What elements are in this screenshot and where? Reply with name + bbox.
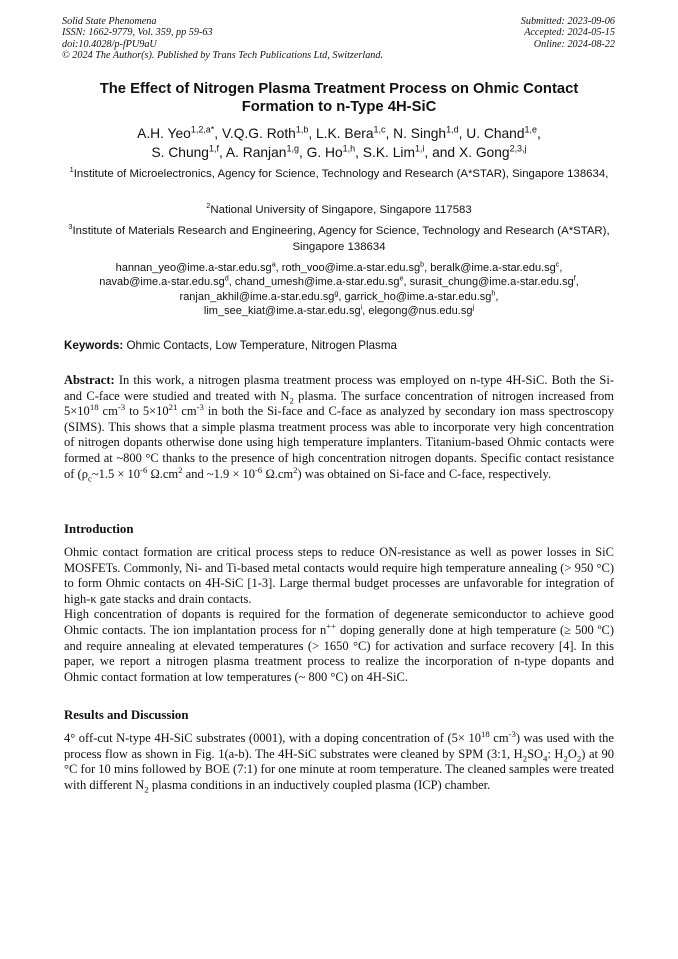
author: V.Q.G. Roth$^{1,b}$, <box>221 124 316 141</box>
intro-paragraph-2: High concentration of dopants is required for the formation of degenerate semiconductor to achieve good Ohmic contacts. The ion implantation process for n++ doping generally done at high temperature (≥ 500 ºC) and require annealing at elevated temperatures (> 1650 °C) for activation and surface recovery [4]. In this paper, we report a nitrogen plasma treatment process to realize the incorporation of n-type dopants and Ohmic contact formation at low temperatures (~ 800 °C) on 4H-SiC. <box>64 607 614 684</box>
author: S. Chung$^{1,f}$, <box>151 143 226 160</box>
paper-title <box>62 80 616 116</box>
keywords-text: Ohmic Contacts, Low Temperature, Nitrogen Plasma <box>123 339 397 352</box>
email-link[interactable]: $\lim\_see\_kiat@ime.a-star.edu.sg^i$ <box>203 303 363 317</box>
journal-header <box>62 16 383 61</box>
accepted-date: Accepted: 2024-05-15 <box>524 27 615 39</box>
email-link[interactable]: $roth\_voo@ime.a-star.edu.sg^b$ <box>281 260 425 274</box>
submitted-date: Submitted: 2023-09-06 <box>520 16 615 27</box>
email-link[interactable]: $hannan\_yeo@ime.a-star.edu.sg^a$ <box>115 260 276 274</box>
author: G. Ho$^{1,h}$, <box>306 143 363 160</box>
title-line-2: Formation to n-Type 4H-SiC <box>241 99 437 115</box>
abstract: Abstract: In this work, a nitrogen plasma treatment process was employed on n-type 4H-SiC. Both the Si- and C-face were studied and treated with $N_2$ plasma. The surface concentration of nitrogen increased from $5\times 10^{18}$ $cm^{-3}$ to $5\times 10^{21}$ $cm^{-3}$ in both the Si-face and C-face as analyzed by secondary ion mass spectroscopy (SIMS). This shows that a simple plasma treatment process was able to incorporate very high concentration of nitrogen dopants otherwise done using high temperature implanters. Titanium-based Ohmic contacts were formed at ~800 °C thanks to the presence of high concentration nitrogen dopants. Specific contact resistance of ($\rho_c\sim 1.5 \times 10^{-6}$ $\Omega.cm^2$ and ~1.9 × $10^{-6}$ $\Omega.cm^2$) was obtained on Si-face and C-face, respectively. <box>64 373 614 484</box>
email-link[interactable]: $elegong@nus.edu.sg^j$ <box>368 303 475 317</box>
author: S.K. Lim$^{1,i}$, and <box>362 143 459 160</box>
results-body: 4° off-cut N-type 4H-SiC substrates (0001), with a doping concentration of ($5\times 10^{18}$ $cm^{-3}$) was used with the process flow as shown in Fig. 1(a-b). The 4H-SiC substrates were cleaned by SPM (3:1, $H_2SO_4$: $H_2O_2$) at 90 °C for 10 mins followed by BOE (7:1) for one minute at room temperature. The cleaned samples were treated with different $N_2$ plasma conditions in an inductively coupled plasma (ICP) chamber. <box>64 728 615 795</box>
abstract-label: Abstract: <box>64 373 115 387</box>
author: U. Chand$^{1,e}$, <box>466 124 541 141</box>
dates-header <box>521 16 615 50</box>
journal-doi[interactable]: doi:10.4028/p-fPU9aU <box>62 38 157 50</box>
intro-paragraph-1: Ohmic contact formation are critical process steps to reduce ON-resistance as well as power losses in SiC MOSFETs. Commonly, Ni- and Ti-based metal contacts would require high temperature annealing (> 950 °C) to form Ohmic contacts on 4H-SiC [1-3]. Large thermal budget processes are unfavorable for integration of high-κ gate stacks and drain contacts. <box>64 545 614 606</box>
introduction-body <box>64 545 614 685</box>
author: L.K. Bera$^{1,c}$, <box>316 124 394 141</box>
affiliation-3: $^3$Institute of Materials Research and Engineering, Agency for Science, Technology and Research (A*STAR), Singapore 138634 <box>68 222 610 253</box>
introduction-heading: Introduction <box>64 522 134 536</box>
title-line-1: The Effect of Nitrogen Plasma Treatment Process on Ohmic Contact <box>99 81 579 97</box>
email-link[interactable]: $navab@ime.a-star.edu.sg^d$ <box>99 274 229 289</box>
email-link[interactable]: $garrick\_ho@ime.a-star.edu.sg^h$ <box>344 288 496 303</box>
email-link[interactable]: $surasit\_chung@ime.a-star.edu.sg^f$ <box>409 274 576 289</box>
online-date: Online: 2024-08-22 <box>533 38 615 50</box>
keywords-label: Keywords: <box>64 339 124 352</box>
author: N. Singh$^{1,d}$, <box>393 124 467 141</box>
author-emails: $hannan\_yeo@ime.a-star.edu.sg^a$, $roth\_voo@ime.a-star.edu.sg^b$, $beralk@ime.a-star.edu.sg^c$, $navab@ime.a-star.edu.sg^d$, $chand\_umesh@ime.a-star.edu.sg^e$, $surasit\_chung@ime.a-star.edu.sg^f$, $ranjan\_akhil@ime.a-star.edu.sg^g$, $garrick\_ho@ime.a-star.edu.sg^h$, $\lim\_see\_kiat@ime.a-star.edu.sg^i$, $elegong@nus.edu.sg^j$ <box>99 260 579 317</box>
results-heading: Results and Discussion <box>64 708 189 722</box>
author: A.H. Yeo$^{1,2,a*}$, <box>137 124 222 141</box>
affiliation-2: $^2$National University of Singapore, Singapore 117583 <box>206 201 472 216</box>
email-link[interactable]: $beralk@ime.a-star.edu.sg^c$ <box>430 260 560 274</box>
copyright-line: © 2024 The Author(s). Published by Trans Tech Publications Ltd, Switzerland. <box>62 49 384 61</box>
email-link[interactable]: $ranjan\_akhil@ime.a-star.edu.sg^g$ <box>179 288 339 303</box>
affiliation-1: $^1$Institute of Microelectronics, Agency for Science, Technology and Research (A*STAR), Singapore 138634, <box>69 165 609 180</box>
author: A. Ranjan$^{1,g}$, <box>225 143 307 160</box>
email-link[interactable]: $chand\_umesh@ime.a-star.edu.sg^e$ <box>234 274 404 289</box>
author: X. Gong$^{2,3,j}$ <box>458 143 527 160</box>
keywords <box>64 338 397 353</box>
journal-name: Solid State Phenomena <box>62 16 157 27</box>
author-list <box>62 124 616 162</box>
journal-issn: ISSN: 1662-9779, Vol. 359, pp 59-63 <box>62 27 213 39</box>
